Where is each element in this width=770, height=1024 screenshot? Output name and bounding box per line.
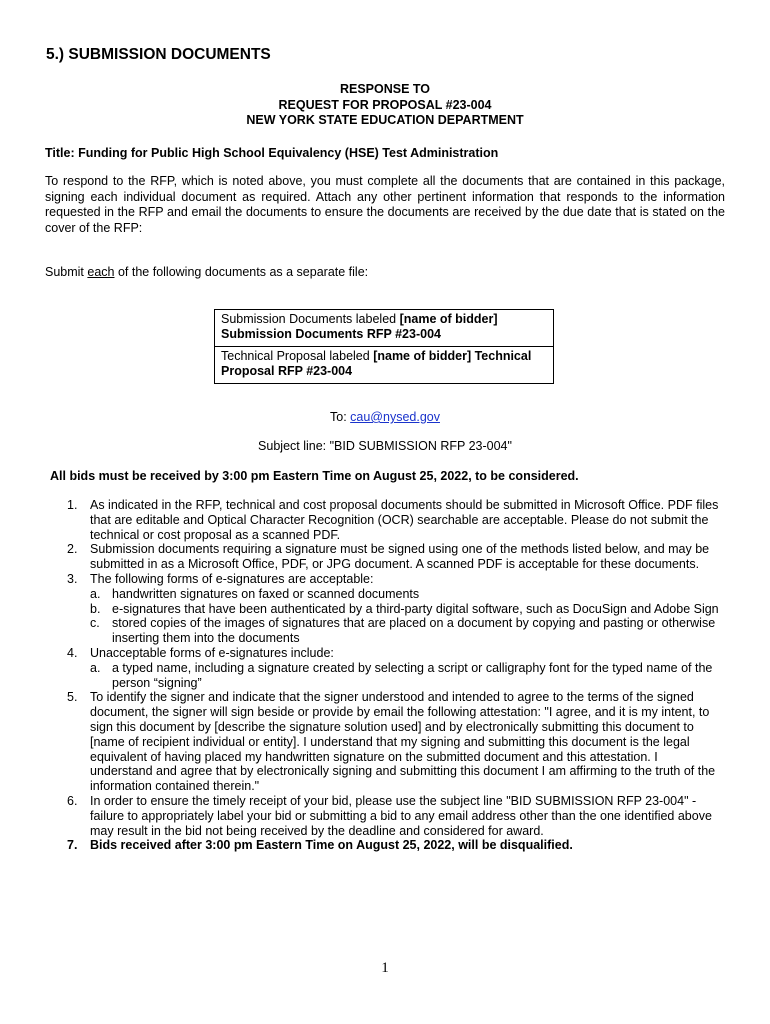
list-item <box>50 542 722 572</box>
to-line <box>0 410 770 424</box>
list-item <box>50 794 722 838</box>
item-text: As indicated in the RFP, technical and cost proposal documents should be submitted in Microsoft Office. PDF files that are editable and Optical Character Recognition (OCR) searchable are acceptable. Please do not submit the technical or cost proposal as a scanned PDF. <box>90 498 719 542</box>
header-line-2: REQUEST FOR PROPOSAL #23-004 <box>278 97 492 112</box>
sub-item-letter: a. <box>90 660 101 675</box>
cell-plain-text: Technical Proposal labeled <box>221 349 374 363</box>
rfp-title: Title: Funding for Public High School Equivalency (HSE) Test Administration <box>45 146 499 160</box>
sub-item-text: e-signatures that have been authenticated by a third-party digital software, such as DocuSign and Adobe Sign <box>112 601 719 616</box>
sub-item-letter: c. <box>90 616 100 631</box>
requirements-list <box>50 498 722 853</box>
item-number: 3. <box>67 571 78 586</box>
item-text: Bids received after 3:00 pm Eastern Time on August 25, 2022, will be disqualified. <box>90 838 573 853</box>
documents-table <box>214 309 554 384</box>
cell-bold-text: [name of bidder] Submission Documents RFP #23-004 <box>221 312 498 341</box>
item-number: 2. <box>67 542 78 557</box>
list-item <box>50 646 722 661</box>
submit-each-underlined: each <box>87 265 115 279</box>
documents-row <box>215 347 554 384</box>
sub-list-item <box>50 616 722 646</box>
section-title: 5.) SUBMISSION DOCUMENTS <box>46 46 271 63</box>
cell-plain-text: Submission Documents labeled <box>221 312 400 326</box>
sub-item-text: stored copies of the images of signatures that are placed on a document by copying and pasting or otherwise inserting them into the documents <box>112 616 716 646</box>
list-item-disqualified <box>50 838 722 853</box>
sub-item-text: handwritten signatures on faxed or scanned documents <box>112 586 420 601</box>
list-item <box>50 572 722 587</box>
submit-each-line <box>45 265 368 279</box>
rfp-header <box>0 82 770 129</box>
email-link[interactable]: cau@nysed.gov <box>350 410 440 424</box>
item-number: 1. <box>67 498 78 512</box>
documents-cell-technical <box>215 347 554 384</box>
documents-cell-submission <box>215 310 554 347</box>
list-item <box>50 498 722 542</box>
item-number: 4. <box>67 645 78 660</box>
submit-each-after: of the following documents as a separate file: <box>114 265 369 279</box>
page-number: 1 <box>381 960 389 976</box>
header-line-3: NEW YORK STATE EDUCATION DEPARTMENT <box>246 113 524 127</box>
to-label: To: <box>330 410 351 424</box>
submit-each-before: Submit <box>45 265 88 279</box>
sub-item-letter: a. <box>90 586 101 601</box>
sub-item-text: a typed name, including a signature created by selecting a script or calligraphy font for the typed name of the person “signing” <box>112 660 713 690</box>
header-line-1: RESPONSE TO <box>339 82 431 96</box>
item-text: To identify the signer and indicate that the signer understood and intended to agree to the terms of the signed document, the signer will sign beside or provide by email the following attestation: "I agree, and it is my intent, to sign this document by [describe the signature solution used] and by electronically submitting this document to [name of recipient individual or entity]. I understand that my signing and submitting this document is the legal equivalent of having placed my handwritten signature on the submitted document and this attestation. I understand and agree that by electronically signing and submitting this document I am affirming to the truth of the information contained therein." <box>90 690 716 794</box>
item-text: Submission documents requiring a signature must be signed using one of the methods listed below, and may be submitted in as a Microsoft Office, PDF, or JPG document. A scanned PDF is acceptable for these documents. <box>90 542 710 572</box>
sub-list-item <box>50 587 722 602</box>
list-item <box>50 690 722 794</box>
documents-row <box>215 310 554 347</box>
sub-list-item <box>50 602 722 617</box>
item-number: 5. <box>67 690 78 705</box>
item-text: The following forms of e-signatures are acceptable: <box>90 571 374 586</box>
item-text: Unacceptable forms of e-signatures include: <box>90 645 334 660</box>
item-text: In order to ensure the timely receipt of your bid, please use the subject line "BID SUBMISSION RFP 23-004" - failure to appropriately label your bid or submitting a bid to any email address other than the one identified above may result in the bid not being received by the deadline and considered for award. <box>90 793 712 838</box>
cell-bold-text: [name of bidder] Technical Proposal RFP #23-004 <box>221 349 532 378</box>
sub-item-letter: b. <box>90 601 101 616</box>
intro-paragraph: To respond to the RFP, which is noted above, you must complete all the documents that are contained in this package, signing each individual document as required. Attach any other pertinent information that responds to the information requested in the RFP and email the documents to ensure the documents are received by the due date that is stated on the cover of the RFP: <box>45 174 725 235</box>
item-number: 7. <box>67 838 78 853</box>
sub-list-item <box>50 661 722 691</box>
deadline-notice: All bids must be received by 3:00 pm Eastern Time on August 25, 2022, to be considered. <box>50 469 579 483</box>
subject-line: Subject line: "BID SUBMISSION RFP 23-004" <box>258 439 512 453</box>
item-number: 6. <box>67 793 78 808</box>
